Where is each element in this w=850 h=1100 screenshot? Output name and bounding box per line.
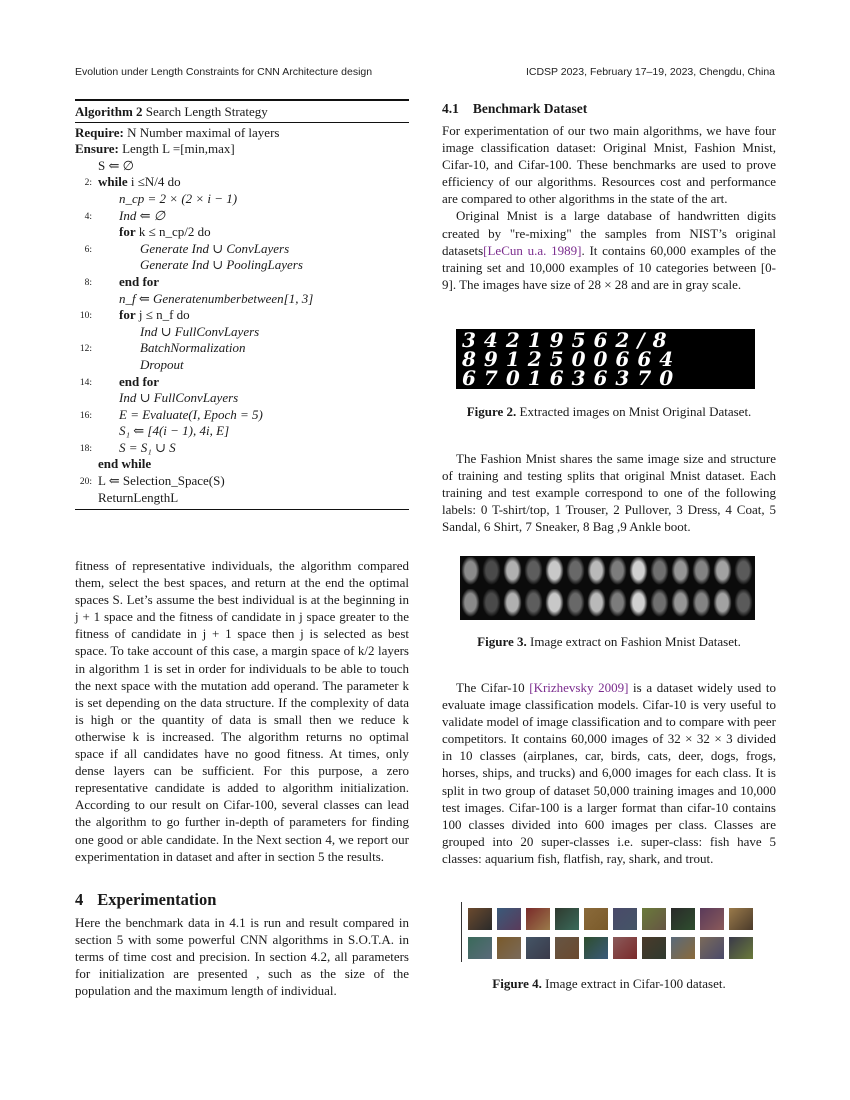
- fashion-thumbnail: [586, 557, 607, 587]
- figure-3-text: Image extract on Fashion Mnist Dataset.: [526, 634, 741, 649]
- algorithm-line: [75, 291, 409, 308]
- fashion-thumbnail: [565, 589, 586, 619]
- algorithm-title: [75, 101, 409, 122]
- algorithm-statement: BatchNormalization: [140, 340, 246, 356]
- fashion-thumbnail: [607, 589, 628, 619]
- algorithm-line: [75, 390, 409, 407]
- fashion-thumbnail: [544, 557, 565, 587]
- fashion-thumbnail: [502, 557, 523, 587]
- algorithm-statement: L ⇐ Selection_Space(S): [98, 473, 225, 489]
- fashion-mnist-sample-image: [460, 556, 755, 620]
- fashion-thumbnail: [607, 557, 628, 587]
- algorithm-line: [75, 241, 409, 258]
- cifar-thumbnail: [700, 908, 724, 930]
- section-4-title: Experimentation: [97, 890, 217, 909]
- algorithm-line: [75, 141, 409, 158]
- algorithm-keyword: Ensure:: [75, 141, 119, 157]
- figure-2-text: Extracted images on Mnist Original Dataset.: [516, 404, 752, 419]
- fashion-thumbnail: [670, 589, 691, 619]
- algorithm-statement: S = S₁ ∪ S: [119, 439, 176, 455]
- algorithm-line: [75, 423, 409, 440]
- algorithm-line: [75, 125, 409, 142]
- algorithm-keyword: end while: [98, 456, 152, 472]
- algorithm-line-number: 14:: [79, 377, 92, 388]
- fashion-thumbnail: [691, 589, 712, 619]
- algorithm-line: [75, 307, 409, 324]
- algorithm-statement: i ≤N/4 do: [127, 174, 181, 190]
- cifar-thumbnail: [497, 908, 521, 930]
- fashion-text: The Fashion Mnist shares the same image size and structure of training and testing splits that original Mnist dataset. Each training and test example correspond to one of the following labels: 0 T-shirt/top, 1 Trouser, 2 Pullover, 3 Dress, 4 Coat, 5 Sandal, 6 Shirt, 7 Sneaker, 8 Bag ,9 Ankle boot.: [442, 451, 776, 535]
- figure-4-label: Figure 4.: [492, 976, 542, 991]
- algorithm-keyword: for: [119, 224, 136, 240]
- algorithm-line-number: 4:: [84, 211, 92, 222]
- algorithm-line: [75, 257, 409, 274]
- mnist-description: [442, 207, 776, 292]
- fashion-thumbnail: [733, 589, 754, 619]
- algorithm-line-number: 18:: [79, 443, 92, 454]
- algorithm-statement: Generate Ind ∪ ConvLayers: [140, 240, 290, 256]
- algorithm-statement: n_f ⇐ Generatenumberbetween[1, 3]: [119, 290, 314, 306]
- fashion-thumbnail: [460, 557, 481, 587]
- figure-3-caption: [442, 634, 776, 650]
- algorithm-statement: Generate Ind ∪ PoolingLayers: [140, 257, 303, 273]
- fashion-thumbnail: [670, 557, 691, 587]
- cifar-thumbnail: [555, 937, 579, 959]
- fashion-thumbnail: [460, 589, 481, 619]
- algorithm-line: [75, 357, 409, 374]
- algorithm-line: [75, 473, 409, 490]
- algorithm-line: [75, 224, 409, 241]
- figure-4-text: Image extract in Cifar-100 dataset.: [541, 976, 726, 991]
- mnist-row-3: 6701636370: [462, 366, 682, 390]
- cifar-thumbnail: [671, 937, 695, 959]
- fashion-thumbnail: [691, 557, 712, 587]
- section-4-1-heading: [442, 101, 587, 117]
- algorithm-line: [75, 456, 409, 473]
- algorithm-line: [75, 158, 409, 175]
- algorithm-statement: j ≤ n_f do: [135, 307, 190, 323]
- algorithm-line-number: 12:: [79, 344, 92, 355]
- algorithm-name: Search Length Strategy: [145, 103, 268, 119]
- algorithm-box: [75, 99, 409, 510]
- fashion-thumbnail: [628, 557, 649, 587]
- algorithm-statement: E = Evaluate(I, Epoch = 5): [119, 406, 263, 422]
- algorithm-line-number: 2:: [84, 178, 92, 189]
- figure-2-caption: [442, 404, 776, 420]
- algorithm-statement: Ind ∪ FullConvLayers: [119, 390, 239, 406]
- fashion-thumbnail: [544, 589, 565, 619]
- fashion-thumbnail: [523, 557, 544, 587]
- cifar-thumbnail: [497, 937, 521, 959]
- algorithm-line: [75, 340, 409, 357]
- algorithm-body: [75, 123, 409, 510]
- fashion-paragraph: [442, 450, 776, 535]
- algorithm-keyword: end for: [119, 373, 160, 389]
- running-header-venue: ICDSP 2023, February 17–19, 2023, Chengdu, China: [525, 66, 775, 78]
- algorithm-line: [75, 374, 409, 391]
- cifar-text-b: is a dataset widely used to evaluate image classification models. Cifar-10 is very useful to validate model of image classification and to compare with peer competitors. It contains 60,000 images of 32 × 32 × 3 divided in 10 classes (airplanes, car, birds, cats, deer, dogs, frogs, horses, ships, and trucks) and 6,000 images for each class. It is split in two group of dataset 50,000 training images and 10,000 test images. Cifar-100 is a larger format than cifar-10 contains 100 classes divided into 600 images per class. Classes are grouped into 20 super-classes i.e. super-class: fish have 5 classes: aquarium fish, flatfish, ray, shark, and trout.: [442, 680, 776, 866]
- fashion-thumbnail: [502, 589, 523, 619]
- fashion-thumbnail: [523, 589, 544, 619]
- cifar-text: [442, 679, 776, 867]
- left-paragraph-text: fitness of representative individuals, the algorithm compared them, select the best spaces, and return at the end the optimal spaces S. Let’s assume the best individual is at the beginning in j + 1 space and the fitness of candidate in j space greater to the fitness of candidate in j + 1 space then j is selected as best space. To take account of this case, a margin space of k/2 layers in algorithm 1 is set in order for individuals to be able to touch the next space with the mutation add operand. The parameter k is set depending on the data structure. If the complexity of data is high or the quantity of data is small then we reduce k otherwise k is increased. The algorithm returns no optimal space if all candidates have no good fitness. At times, only dense layers can be sufficient. For this purpose, a zero representative candidate is added to algorithm initialization. According to our result on Cifar-100, several classes can lead the algorithm to go further in-depth of parameters for finding one good or able candidate. In the Next section 4, we report our experimentation in dataset and after in section 5 the results.: [75, 558, 409, 864]
- cifar-thumbnail: [729, 937, 753, 959]
- fashion-thumbnail: [565, 557, 586, 587]
- algorithm-statement: k ≤ n_cp/2 do: [135, 224, 211, 240]
- krizhevsky-citation-link[interactable]: [Krizhevsky 2009]: [529, 680, 629, 695]
- cifar-thumbnail: [526, 937, 550, 959]
- algorithm-line: [75, 274, 409, 291]
- mnist-row-2: 8912500664: [462, 347, 682, 371]
- algorithm-keyword: end for: [119, 273, 160, 289]
- algorithm-line: [75, 208, 409, 225]
- cifar-thumbnail: [613, 937, 637, 959]
- algorithm-statement: Ind ∪ FullConvLayers: [140, 323, 260, 339]
- algorithm-statement: S₁ ⇐ [4(i − 1), 4i, E]: [119, 423, 230, 439]
- cifar-thumbnail: [526, 908, 550, 930]
- algorithm-statement: Dropout: [140, 356, 184, 372]
- fashion-thumbnail: [712, 589, 733, 619]
- mnist-row-1: 34219562/8: [462, 328, 675, 352]
- cifar-thumbnail: [584, 908, 608, 930]
- figure-2-label: Figure 2.: [466, 404, 517, 419]
- section-4-paragraph: [75, 914, 409, 999]
- mnist-text-b: . It contains 60,000 examples of the training set and 10,000 examples of 10 categories between [0-9]. The images have size of 28 × 28 and are in gray scale.: [442, 242, 777, 292]
- lecun-citation-link[interactable]: [LeCun u.a. 1989]: [483, 242, 582, 258]
- left-paragraph: [75, 557, 409, 865]
- cifar-100-sample-image: [461, 902, 756, 962]
- cifar-thumbnail: [468, 908, 492, 930]
- algorithm-line-number: 6:: [84, 244, 92, 255]
- algorithm-keyword: Require:: [75, 124, 124, 140]
- algorithm-line-number: 10:: [79, 311, 92, 322]
- cifar-text-a: The Cifar-10: [456, 680, 530, 695]
- fashion-thumbnail: [712, 557, 733, 587]
- algorithm-statement: n_cp = 2 × (2 × i − 1): [119, 190, 238, 206]
- cifar-thumbnail: [584, 937, 608, 959]
- cifar-thumbnail: [555, 908, 579, 930]
- figure-3-label: Figure 3.: [477, 634, 527, 649]
- algorithm-line: [75, 407, 409, 424]
- cifar-thumbnail: [642, 937, 666, 959]
- algorithm-label: Algorithm 2: [75, 103, 143, 119]
- section-4-1-number: 4.1: [442, 101, 459, 116]
- algorithm-line-number: 8:: [84, 277, 92, 288]
- fashion-thumbnail: [481, 589, 502, 619]
- section-4-text: Here the benchmark data in 4.1 is run and result compared in section 5 with some powerful CNN algorithms in S.O.T.A. in terms of time cost and precision. In section 4.2, all parameters for initialization are presented , such as the size of the population and the maximum length of individual.: [75, 915, 409, 999]
- fashion-thumbnail: [649, 589, 670, 619]
- algorithm-statement: Length L =[min,max]: [118, 141, 235, 157]
- algorithm-line: [75, 324, 409, 341]
- mnist-text-a: Original Mnist is a large database of handwritten digits created by "re-mixing" the samples from NIST’s original datasets: [442, 208, 776, 258]
- algorithm-line: [75, 440, 409, 457]
- algorithm-line-number: 16:: [79, 410, 92, 421]
- cifar-thumbnail: [671, 908, 695, 930]
- fashion-thumbnail: [628, 589, 649, 619]
- fashion-thumbnail: [649, 557, 670, 587]
- algorithm-statement: S ⇐ ∅: [98, 157, 134, 173]
- algorithm-line: [75, 174, 409, 191]
- cifar-thumbnail: [642, 908, 666, 930]
- fashion-thumbnail: [733, 557, 754, 587]
- cifar-thumbnail: [613, 908, 637, 930]
- algorithm-bottom-rule: [75, 509, 409, 510]
- fashion-thumbnail: [586, 589, 607, 619]
- figure-4-caption: [442, 976, 776, 992]
- cifar-paragraph: [442, 679, 776, 867]
- algorithm-line: [75, 490, 409, 507]
- cifar-thumbnail: [729, 908, 753, 930]
- section-4-number: 4: [75, 890, 84, 909]
- benchmark-intro-text: For experimentation of our two main algorithms, we have four image classification dataset: Original Mnist, Fashion Mnist, Cifar-10, and Cifar-100. These benchmarks are used to prove efficiency of our algorithms. Resources cost and performance are compared to other algorithms in the state of the art.: [442, 123, 776, 207]
- section-4-1-paragraphs: [442, 122, 776, 293]
- cifar-thumbnail: [468, 937, 492, 959]
- algorithm-statement: N Number maximal of layers: [123, 124, 280, 140]
- algorithm-line: [75, 191, 409, 208]
- section-4-heading: [75, 890, 216, 910]
- section-4-1-title: Benchmark Dataset: [472, 101, 588, 116]
- algorithm-line-number: 20:: [79, 477, 92, 488]
- algorithm-keyword: while: [98, 174, 128, 190]
- running-header-title: Evolution under Length Constraints for CNN Architecture design: [75, 66, 373, 78]
- algorithm-keyword: for: [119, 307, 136, 323]
- mnist-sample-image: [456, 329, 755, 389]
- cifar-thumbnail: [700, 937, 724, 959]
- algorithm-statement: ReturnLengthL: [98, 489, 179, 505]
- algorithm-statement: Ind ⇐ ∅: [119, 207, 166, 223]
- fashion-thumbnail: [481, 557, 502, 587]
